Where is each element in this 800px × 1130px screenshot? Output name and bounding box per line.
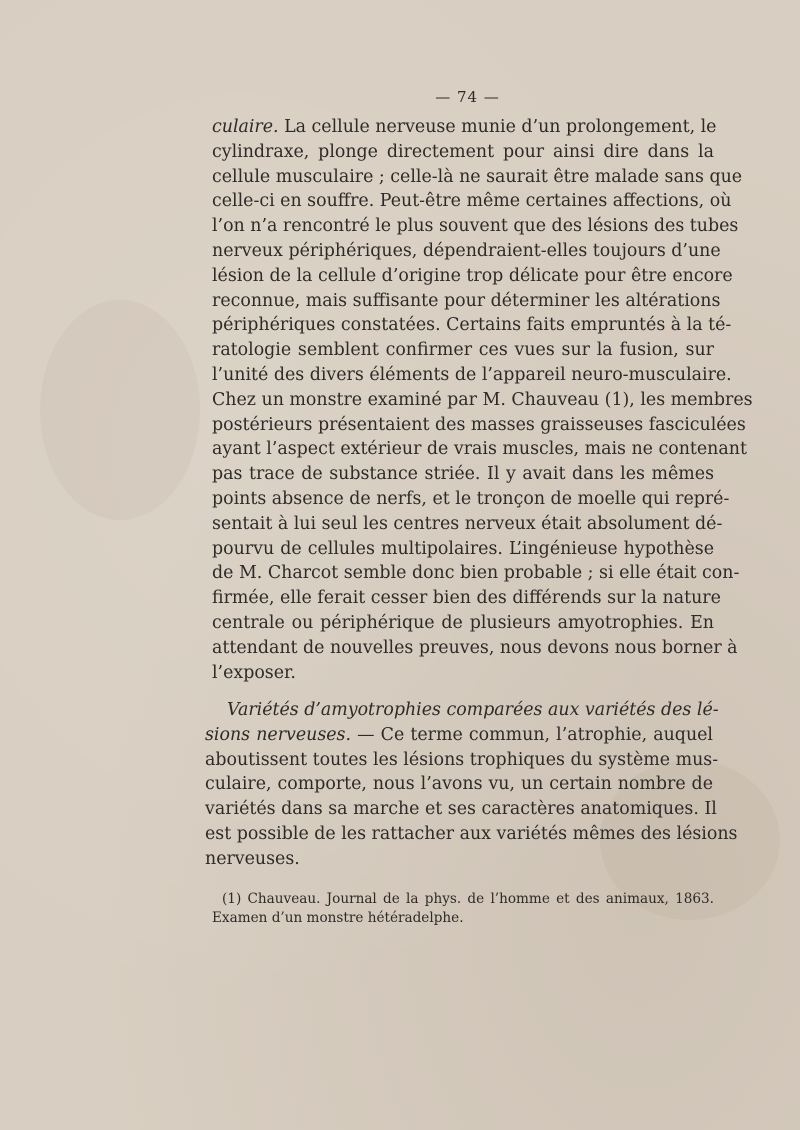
text-line: celle-ci en souffre. Peut-être même certaines affections, où bbox=[212, 191, 732, 212]
text-line: cellule musculaire ; celle-là ne saurait être malade sans que bbox=[212, 166, 743, 187]
text-line: aboutissent toutes les lésions trophiques du système mus- bbox=[205, 749, 719, 770]
section-heading-fragment: sions nerveuses. bbox=[205, 724, 352, 745]
text-line: de M. Charcot semble donc bien probable ; si elle était con- bbox=[212, 563, 740, 584]
text-line: sentait à lui seul les centres nerveux était absolument dé- bbox=[212, 513, 723, 534]
text-line: firmée, elle ferait cesser bien des différends sur la nature bbox=[212, 588, 721, 609]
text-line: postérieurs présentaient des masses graisseuses fasciculées bbox=[212, 414, 746, 435]
paragraph-section-varietes bbox=[205, 698, 738, 872]
text-line: cylindraxe, plonge directement pour ainsi dire dans la bbox=[212, 141, 714, 162]
text-fragment: culaire. bbox=[212, 117, 279, 137]
text-line: Chez un monstre examiné par M. Chauveau (1), les membres bbox=[212, 389, 753, 410]
page-number: — 74 — bbox=[435, 88, 500, 106]
text-line: périphériques constatées. Certains faits empruntés à la té- bbox=[212, 315, 732, 336]
text-line: l’unité des divers éléments de l’appareil neuro-musculaire. bbox=[212, 364, 732, 385]
text-line: l’exposer. bbox=[212, 662, 296, 683]
text-line: nerveux périphériques, dépendraient-elles toujours d’une bbox=[212, 240, 721, 261]
footnote-line: Examen d’un monstre hétéradelphe. bbox=[212, 910, 464, 926]
text-line: pas trace de substance striée. Il y avait dans les mêmes bbox=[212, 464, 714, 485]
text-line: ratologie semblent confirmer ces vues sur la fusion, sur bbox=[212, 340, 714, 361]
text-line bbox=[212, 115, 717, 140]
section-heading-line: Variétés d’amyotrophies comparées aux variétés des lé- bbox=[227, 700, 719, 720]
text-line: est possible de les rattacher aux variétés mêmes des lésions bbox=[205, 823, 738, 844]
text-line: points absence de nerfs, et le tronçon de moelle qui repré- bbox=[212, 488, 730, 509]
text-fragment: — Ce terme commun, l’atrophie, auquel bbox=[351, 724, 713, 745]
footnote bbox=[212, 890, 714, 928]
text-line: reconnue, mais suffisante pour déterminer les altérations bbox=[212, 290, 721, 311]
text-line: culaire, comporte, nous l’avons vu, un certain nombre de bbox=[205, 774, 713, 795]
text-line: ayant l’aspect extérieur de vrais muscles, mais ne contenant bbox=[212, 439, 747, 460]
text-line: l’on n’a rencontré le plus souvent que des lésions des tubes bbox=[212, 216, 739, 237]
paragraph-main bbox=[212, 115, 753, 685]
text-line: nerveuses. bbox=[205, 848, 300, 869]
footnote-line: (1) Chauveau. Journal de la phys. de l’homme et des animaux, 1863. bbox=[222, 891, 714, 907]
text-line bbox=[205, 723, 713, 748]
paper-stain bbox=[40, 300, 200, 520]
text-line: attendant de nouvelles preuves, nous devons nous borner à bbox=[212, 637, 738, 658]
text-line: pourvu de cellules multipolaires. L’ingénieuse hypothèse bbox=[212, 538, 714, 559]
text-line: lésion de la cellule d’origine trop délicate pour être encore bbox=[212, 265, 733, 286]
text-fragment: La cellule nerveuse munie d’un prolongement, le bbox=[284, 117, 717, 137]
text-line: centrale ou périphérique de plusieurs amyotrophies. En bbox=[212, 612, 714, 633]
text-line: variétés dans sa marche et ses caractères anatomiques. Il bbox=[205, 799, 717, 820]
